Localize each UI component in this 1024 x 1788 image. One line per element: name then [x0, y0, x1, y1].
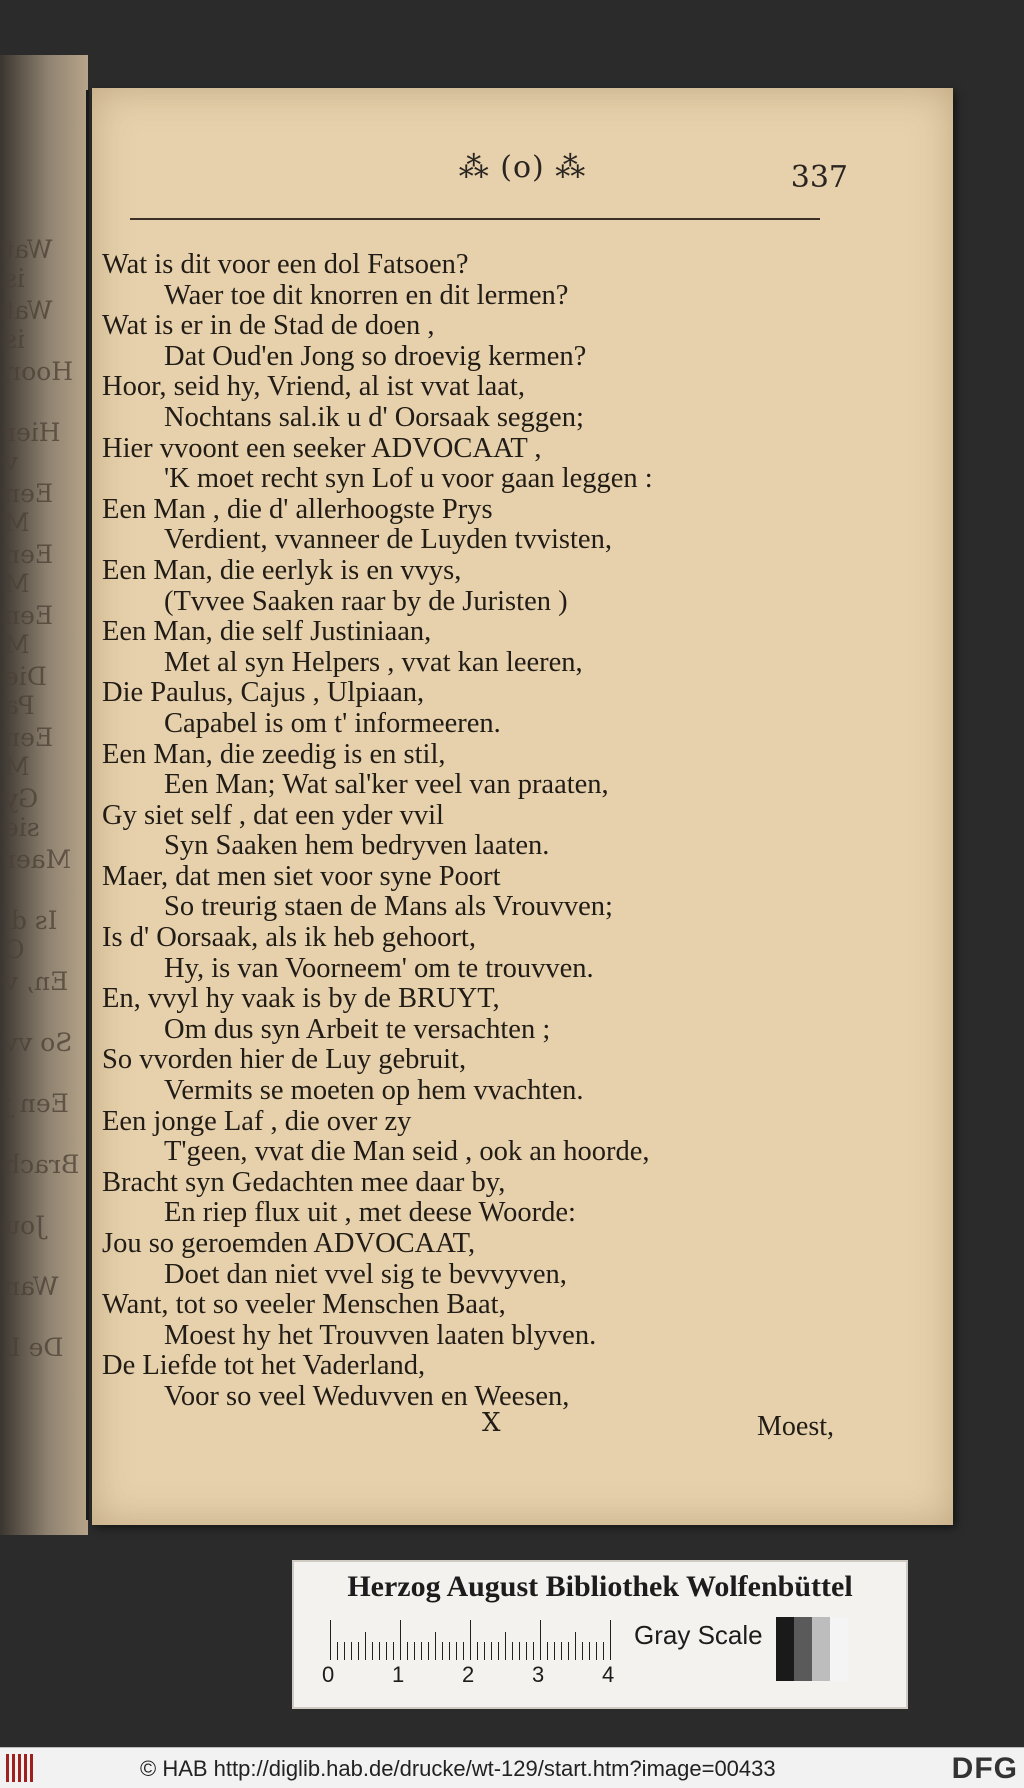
ruler-tick	[526, 1642, 527, 1660]
bleed-through-text: Die Pa	[4, 662, 47, 720]
catchword: Moest,	[757, 1411, 834, 1442]
ruler-number: 0	[322, 1662, 335, 1687]
ruler-tick	[351, 1642, 352, 1660]
bleed-through-text: Een M	[4, 723, 54, 781]
poem-line: (Tvvee Saaken raar by de Juristen )	[164, 585, 568, 617]
ruler-tick	[505, 1632, 506, 1660]
bleed-through-text: Hier v	[4, 418, 61, 476]
ruler-tick	[491, 1642, 492, 1660]
header-rule	[130, 218, 820, 220]
ruler-tick	[442, 1642, 443, 1660]
ruler-tick	[428, 1642, 429, 1660]
poem-line: Want, tot so veeler Menschen Baat,	[102, 1289, 506, 1321]
footer-copyright-link[interactable]: © HAB http://diglib.hab.de/drucke/wt-129/start.htm?image=00433	[140, 1756, 776, 1781]
signature-mark: X	[482, 1408, 501, 1438]
bleed-through-text: En, v	[4, 967, 69, 996]
color-target-card	[292, 1560, 908, 1709]
ruler-number: 1	[392, 1662, 405, 1687]
ruler-tick	[568, 1642, 569, 1660]
poem-text	[102, 250, 862, 1413]
ruler-tick	[414, 1642, 415, 1660]
poem-line: Is d' Oorsaak, als ik heb gehoort,	[102, 922, 476, 954]
ruler-tick	[484, 1642, 485, 1660]
poem-line: En riep flux uit , met deese Woorde:	[164, 1197, 576, 1229]
bleed-through-text: Een j	[4, 1089, 69, 1118]
ruler-tick	[337, 1642, 338, 1660]
poem-line: Doet dan niet vvel sig te bevvyven,	[164, 1258, 567, 1290]
ruler-tick	[435, 1632, 436, 1660]
book-page	[92, 88, 953, 1525]
ruler-tick	[470, 1620, 471, 1660]
poem-line: Hy, is van Voorneem' om te trouvven.	[164, 952, 594, 984]
ruler-tick	[372, 1642, 373, 1660]
poem-line: Een Man, die eerlyk is en vvys,	[102, 554, 462, 586]
ruler-tick	[393, 1642, 394, 1660]
poem-line: 'K moet recht syn Lof u voor gaan leggen :	[164, 463, 653, 495]
ruler-tick	[449, 1642, 450, 1660]
ruler-tick	[498, 1642, 499, 1660]
poem-line: Dat Oud'en Jong so droevig kermen?	[164, 340, 587, 372]
poem-line: Met al syn Helpers , vvat kan leeren,	[164, 646, 583, 678]
poem-line: Wat is er in de Stad de doen ,	[102, 310, 435, 342]
bleed-through-text: Een M	[4, 601, 54, 659]
ruler-tick	[547, 1642, 548, 1660]
poem-line: Gy siet self , dat een yder vvil	[102, 799, 444, 831]
ruler-tick	[519, 1642, 520, 1660]
ruler-tick	[365, 1632, 366, 1660]
poem-line: Een Man, die zeedig is en stil,	[102, 738, 446, 770]
bleed-through-text: Een M	[4, 479, 54, 537]
facing-page-edge	[0, 55, 88, 1535]
ruler-tick	[386, 1642, 387, 1660]
poem-line: T'geen, vvat die Man seid , ook an hoorde,	[164, 1136, 650, 1168]
ruler-tick	[596, 1642, 597, 1660]
bleed-through-text: Jou	[4, 1211, 46, 1240]
poem-line: Waer toe dit knorren en dit lermen?	[164, 279, 569, 311]
bleed-through-text: Is d' O	[4, 906, 58, 964]
ruler-number: 2	[462, 1662, 475, 1687]
gray-swatch	[776, 1617, 794, 1681]
ruler-tick	[358, 1642, 359, 1660]
bleed-through-text: Hoor,	[4, 357, 74, 386]
poem-line: Nochtans sal.ik u d' Oorsaak seggen;	[164, 401, 584, 433]
poem-line: Wat is dit voor een dol Fatsoen?	[102, 249, 469, 280]
dfg-logo: DFG	[951, 1752, 1018, 1785]
ruler-tick	[379, 1642, 380, 1660]
ruler-tick	[477, 1642, 478, 1660]
ruler-tick	[575, 1632, 576, 1660]
ruler-tick	[456, 1642, 457, 1660]
poem-line: Hier vvoont een seeker ADVOCAAT ,	[102, 432, 542, 464]
bleed-through-text: Wan	[4, 1272, 59, 1301]
bleed-through-text: Een M	[4, 540, 54, 598]
gray-swatch	[812, 1617, 830, 1681]
ruler-tick	[400, 1620, 401, 1660]
bleed-through-text: Maer	[4, 845, 72, 874]
bleed-through-text: Gy sie	[4, 784, 40, 842]
poem-line: Vermits se moeten op hem vvachten.	[164, 1075, 584, 1107]
poem-line: Syn Saaken hem bedryven laaten.	[164, 830, 550, 862]
ruler-tick	[512, 1642, 513, 1660]
poem-line: Om dus syn Arbeit te versachten ;	[164, 1013, 551, 1045]
ruler-number: 3	[532, 1662, 545, 1687]
ruler-tick	[540, 1620, 541, 1660]
ruler-tick	[561, 1642, 562, 1660]
page-number: 337	[790, 160, 848, 195]
ruler-tick	[554, 1642, 555, 1660]
ruler-tick	[407, 1642, 408, 1660]
poem-line: Verdient, vvanneer de Luyden tvvisten,	[164, 524, 612, 556]
bleed-through-text: So vv	[4, 1028, 73, 1057]
bleed-through-text: De L	[4, 1333, 64, 1362]
poem-line: Een Man; Wat sal'ker veel van praaten,	[164, 769, 609, 801]
scale-ruler	[330, 1620, 610, 1660]
bleed-through-text: Wat is	[4, 296, 53, 354]
poem-line: Capabel is om t' informeeren.	[164, 707, 501, 739]
page-header-ornament: ⁂ (o) ⁂	[458, 150, 587, 185]
ruler-tick	[589, 1642, 590, 1660]
poem-line: Een jonge Laf , die over zy	[102, 1105, 412, 1137]
poem-line: So treurig staen de Mans als Vrouvven;	[164, 891, 613, 923]
ruler-tick	[603, 1642, 604, 1660]
poem-line: De Liefde tot het Vaderland,	[102, 1350, 426, 1382]
bleed-through-text: Wat is	[4, 235, 53, 293]
poem-line: Die Paulus, Cajus , Ulpiaan,	[102, 677, 425, 709]
poem-line: So vvorden hier de Luy gebruit,	[102, 1044, 467, 1076]
poem-line: Maer, dat men siet voor syne Poort	[102, 860, 501, 892]
viewer-footer	[0, 1747, 1024, 1788]
poem-line: Bracht syn Gedachten mee daar by,	[102, 1166, 506, 1198]
ruler-tick	[582, 1642, 583, 1660]
poem-line: Een Man, die self Justiniaan,	[102, 616, 432, 648]
gray-swatch	[794, 1617, 812, 1681]
ruler-number: 4	[602, 1662, 615, 1687]
gray-swatches	[776, 1617, 848, 1681]
bleed-through-text: Brach	[4, 1150, 80, 1179]
library-title: Herzog August Bibliothek Wolfenbüttel	[347, 1570, 853, 1603]
gray-scale-label: Gray Scale	[634, 1620, 763, 1650]
poem-line: Een Man , die d' allerhoogste Prys	[102, 493, 493, 525]
poem-line: Voor so veel Weduvven en Weesen,	[164, 1380, 570, 1412]
poem-line: Moest hy het Trouvven laaten blyven.	[164, 1319, 597, 1351]
ruler-tick	[344, 1642, 345, 1660]
ruler-tick	[330, 1620, 331, 1660]
ruler-tick	[463, 1642, 464, 1660]
poem-line: Hoor, seid hy, Vriend, al ist vvat laat,	[102, 371, 525, 403]
ruler-tick	[533, 1642, 534, 1660]
hab-logo-icon	[6, 1754, 46, 1782]
ruler-tick	[610, 1620, 611, 1660]
book-spine	[86, 90, 89, 1520]
gray-swatch	[830, 1617, 848, 1681]
poem-line: Jou so geroemden ADVOCAAT,	[102, 1228, 476, 1259]
ruler-tick	[421, 1642, 422, 1660]
poem-line: En, vvyl hy vaak is by de BRUYT,	[102, 983, 500, 1015]
